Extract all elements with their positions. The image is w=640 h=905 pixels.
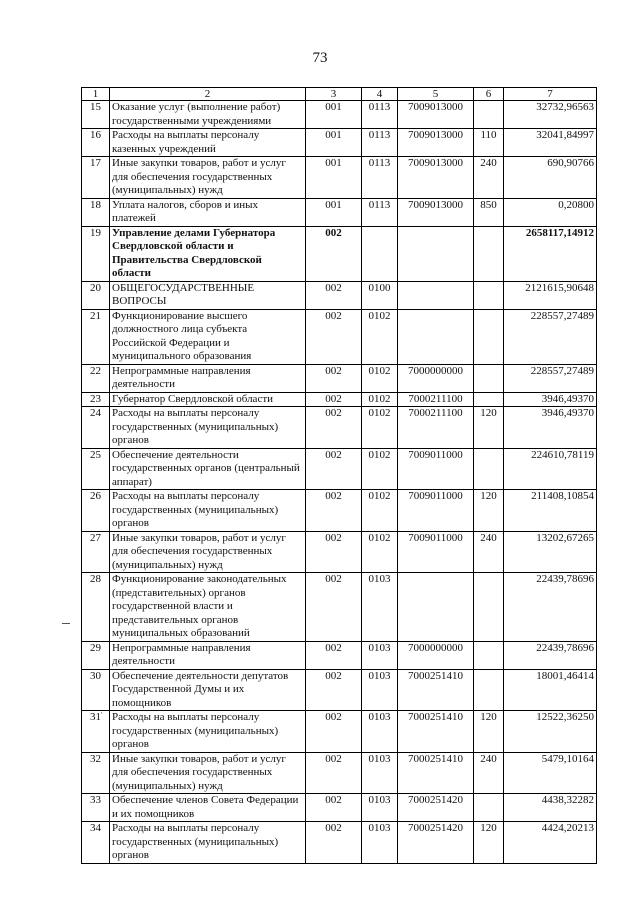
- expense-type-cell: 120: [474, 711, 504, 753]
- amount-cell: 22439,78696: [504, 641, 597, 669]
- item-name-cell: Управление делами Губернатора Свердловской области и Правительства Свердловской области: [110, 226, 306, 281]
- table-header-row: [82, 88, 597, 101]
- target-article-cell: 7009013000: [398, 101, 474, 129]
- expense-type-cell: [474, 226, 504, 281]
- table-row: [82, 129, 597, 157]
- amount-cell: 211408,10854: [504, 490, 597, 532]
- item-name-cell: Уплата налогов, сборов и иных платежей: [110, 198, 306, 226]
- section-code-cell: 0113: [362, 157, 398, 199]
- target-article-cell: 7009013000: [398, 198, 474, 226]
- target-article-cell: 7009013000: [398, 129, 474, 157]
- row-number-cell: 24: [82, 407, 110, 449]
- section-code-cell: 0103: [362, 822, 398, 864]
- row-number-cell: 25: [82, 448, 110, 490]
- row-number-cell: 20: [82, 281, 110, 309]
- target-article-cell: 7009011000: [398, 531, 474, 573]
- target-article-cell: [398, 309, 474, 364]
- table-row: [82, 309, 597, 364]
- target-article-cell: 7000000000: [398, 641, 474, 669]
- item-name-cell: Расходы на выплаты персоналу казенных учреждений: [110, 129, 306, 157]
- expense-type-cell: 110: [474, 129, 504, 157]
- budget-table: [81, 87, 597, 864]
- section-code-cell: [362, 226, 398, 281]
- expense-type-cell: 120: [474, 490, 504, 532]
- item-name-cell: Иные закупки товаров, работ и услуг для обеспечения государственных (муниципальных) нужд: [110, 531, 306, 573]
- expense-type-cell: [474, 641, 504, 669]
- target-article-cell: 7009011000: [398, 490, 474, 532]
- department-code-cell: 002: [306, 309, 362, 364]
- table-row: [82, 226, 597, 281]
- table-row: [82, 531, 597, 573]
- target-article-cell: 7009011000: [398, 448, 474, 490]
- amount-cell: 0,20800: [504, 198, 597, 226]
- column-header: 1: [82, 88, 110, 101]
- expense-type-cell: [474, 281, 504, 309]
- section-code-cell: 0102: [362, 448, 398, 490]
- table-row: [82, 198, 597, 226]
- amount-cell: 228557,27489: [504, 364, 597, 392]
- department-code-cell: 002: [306, 392, 362, 407]
- table-row: [82, 752, 597, 794]
- column-header: 5: [398, 88, 474, 101]
- row-number-cell: 28: [82, 573, 110, 642]
- target-article-cell: [398, 226, 474, 281]
- target-article-cell: 7009013000: [398, 157, 474, 199]
- amount-cell: 3946,49370: [504, 392, 597, 407]
- item-name-cell: Расходы на выплаты персоналу государственных (муниципальных) органов: [110, 490, 306, 532]
- row-number-cell: 33: [82, 794, 110, 822]
- amount-cell: 18001,46414: [504, 669, 597, 711]
- amount-cell: 3946,49370: [504, 407, 597, 449]
- item-name-cell: Непрограммные направления деятельности: [110, 641, 306, 669]
- department-code-cell: 001: [306, 129, 362, 157]
- row-number-cell: 21: [82, 309, 110, 364]
- item-name-cell: Непрограммные направления деятельности: [110, 364, 306, 392]
- target-article-cell: 7000251410: [398, 669, 474, 711]
- expense-type-cell: 120: [474, 407, 504, 449]
- amount-cell: 690,90766: [504, 157, 597, 199]
- item-name-cell: Расходы на выплаты персоналу государственных (муниципальных) органов: [110, 407, 306, 449]
- department-code-cell: 002: [306, 531, 362, 573]
- item-name-cell: Оказание услуг (выполнение работ) государственными учреждениями: [110, 101, 306, 129]
- item-name-cell: Функционирование законодательных (представительных) органов государственной власти и представительных органов муниципальных образований: [110, 573, 306, 642]
- section-code-cell: 0103: [362, 573, 398, 642]
- amount-cell: 13202,67265: [504, 531, 597, 573]
- section-code-cell: 0103: [362, 752, 398, 794]
- row-number-cell: 30: [82, 669, 110, 711]
- table-row: [82, 711, 597, 753]
- column-header: 4: [362, 88, 398, 101]
- item-name-cell: Иные закупки товаров, работ и услуг для обеспечения государственных (муниципальных) нужд: [110, 752, 306, 794]
- target-article-cell: 7000211100: [398, 407, 474, 449]
- section-code-cell: 0113: [362, 198, 398, 226]
- target-article-cell: 7000251410: [398, 711, 474, 753]
- item-name-cell: Обеспечение деятельности государственных органов (центральный аппарат): [110, 448, 306, 490]
- department-code-cell: 002: [306, 281, 362, 309]
- item-name-cell: Иные закупки товаров, работ и услуг для обеспечения государственных (муниципальных) нужд: [110, 157, 306, 199]
- section-code-cell: 0102: [362, 407, 398, 449]
- row-number-cell: 34: [82, 822, 110, 864]
- expense-type-cell: 120: [474, 822, 504, 864]
- table-row: [82, 822, 597, 864]
- item-name-cell: Расходы на выплаты персоналу государственных (муниципальных) органов: [110, 711, 306, 753]
- row-number-cell: 16: [82, 129, 110, 157]
- amount-cell: 32732,96563: [504, 101, 597, 129]
- expense-type-cell: [474, 669, 504, 711]
- expense-type-cell: [474, 448, 504, 490]
- section-code-cell: 0103: [362, 669, 398, 711]
- department-code-cell: 002: [306, 641, 362, 669]
- section-code-cell: 0103: [362, 641, 398, 669]
- table-row: [82, 794, 597, 822]
- expense-type-cell: [474, 364, 504, 392]
- expense-type-cell: [474, 573, 504, 642]
- amount-cell: 4424,20213: [504, 822, 597, 864]
- department-code-cell: 002: [306, 448, 362, 490]
- amount-cell: 5479,10164: [504, 752, 597, 794]
- table-row: [82, 101, 597, 129]
- section-code-cell: 0113: [362, 129, 398, 157]
- expense-type-cell: [474, 101, 504, 129]
- row-number-cell: 31: [82, 711, 110, 753]
- column-header: 6: [474, 88, 504, 101]
- item-name-cell: Губернатор Свердловской области: [110, 392, 306, 407]
- section-code-cell: 0102: [362, 392, 398, 407]
- expense-type-cell: 850: [474, 198, 504, 226]
- table-row: [82, 157, 597, 199]
- column-header: 2: [110, 88, 306, 101]
- section-code-cell: 0102: [362, 490, 398, 532]
- department-code-cell: 002: [306, 573, 362, 642]
- target-article-cell: 7000000000: [398, 364, 474, 392]
- amount-cell: 22439,78696: [504, 573, 597, 642]
- table-row: [82, 407, 597, 449]
- department-code-cell: 002: [306, 794, 362, 822]
- section-code-cell: 0103: [362, 711, 398, 753]
- amount-cell: 12522,36250: [504, 711, 597, 753]
- section-code-cell: 0113: [362, 101, 398, 129]
- row-number-cell: 15: [82, 101, 110, 129]
- item-name-cell: Обеспечение деятельности депутатов Государственной Думы и их помощников: [110, 669, 306, 711]
- target-article-cell: 7000211100: [398, 392, 474, 407]
- amount-cell: 32041,84997: [504, 129, 597, 157]
- table-row: [82, 573, 597, 642]
- expense-type-cell: 240: [474, 531, 504, 573]
- department-code-cell: 002: [306, 226, 362, 281]
- department-code-cell: 002: [306, 822, 362, 864]
- row-number-cell: 29: [82, 641, 110, 669]
- row-number-cell: 17: [82, 157, 110, 199]
- item-name-cell: Расходы на выплаты персоналу государственных (муниципальных) органов: [110, 822, 306, 864]
- department-code-cell: 001: [306, 198, 362, 226]
- table-row: [82, 392, 597, 407]
- table-row: [82, 669, 597, 711]
- item-name-cell: Обеспечение членов Совета Федерации и их помощников: [110, 794, 306, 822]
- table-row: [82, 448, 597, 490]
- row-number-cell: 23: [82, 392, 110, 407]
- department-code-cell: 002: [306, 669, 362, 711]
- page-number: 73: [312, 50, 328, 66]
- row-number-cell: 19: [82, 226, 110, 281]
- department-code-cell: 001: [306, 157, 362, 199]
- amount-cell: 224610,78119: [504, 448, 597, 490]
- row-number-cell: 32: [82, 752, 110, 794]
- section-code-cell: 0102: [362, 531, 398, 573]
- target-article-cell: [398, 573, 474, 642]
- table-row: [82, 364, 597, 392]
- section-code-cell: 0102: [362, 364, 398, 392]
- stray-mark: ·: [100, 708, 103, 718]
- department-code-cell: 002: [306, 711, 362, 753]
- row-number-cell: 22: [82, 364, 110, 392]
- amount-cell: 2658117,14912: [504, 226, 597, 281]
- expense-type-cell: [474, 392, 504, 407]
- amount-cell: 2121615,90648: [504, 281, 597, 309]
- expense-type-cell: 240: [474, 157, 504, 199]
- target-article-cell: 7000251420: [398, 822, 474, 864]
- department-code-cell: 001: [306, 101, 362, 129]
- department-code-cell: 002: [306, 407, 362, 449]
- section-code-cell: 0103: [362, 794, 398, 822]
- section-code-cell: 0100: [362, 281, 398, 309]
- amount-cell: 228557,27489: [504, 309, 597, 364]
- column-header: 7: [504, 88, 597, 101]
- margin-mark: [62, 623, 70, 624]
- department-code-cell: 002: [306, 490, 362, 532]
- row-number-cell: 18: [82, 198, 110, 226]
- item-name-cell: ОБЩЕГОСУДАРСТВЕННЫЕ ВОПРОСЫ: [110, 281, 306, 309]
- expense-type-cell: [474, 309, 504, 364]
- expense-type-cell: 240: [474, 752, 504, 794]
- department-code-cell: 002: [306, 752, 362, 794]
- target-article-cell: [398, 281, 474, 309]
- target-article-cell: 7000251420: [398, 794, 474, 822]
- target-article-cell: 7000251410: [398, 752, 474, 794]
- table-row: [82, 490, 597, 532]
- item-name-cell: Функционирование высшего должностного лица субъекта Российской Федерации и муниципального образования: [110, 309, 306, 364]
- amount-cell: 4438,32282: [504, 794, 597, 822]
- expense-type-cell: [474, 794, 504, 822]
- table-row: [82, 281, 597, 309]
- row-number-cell: 26: [82, 490, 110, 532]
- section-code-cell: 0102: [362, 309, 398, 364]
- table-row: [82, 641, 597, 669]
- row-number-cell: 27: [82, 531, 110, 573]
- department-code-cell: 002: [306, 364, 362, 392]
- column-header: 3: [306, 88, 362, 101]
